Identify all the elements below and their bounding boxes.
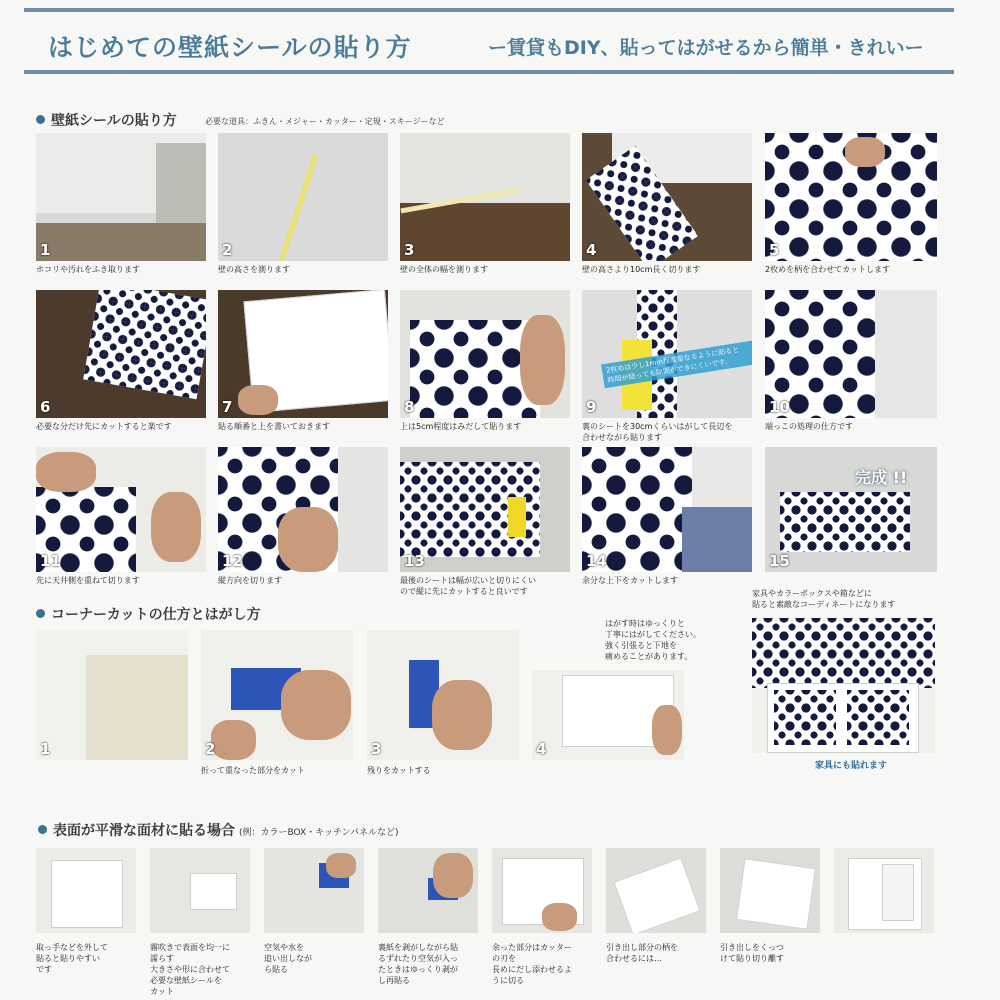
peel-note: はがす時はゆっくりと 丁寧にはがしてください。 強く引張ると下地を 痛めることがあります。 (605, 619, 701, 661)
step-caption: 余分な上下をカットします (582, 576, 678, 585)
step-caption: 壁の高さより10cm長く切ります (582, 265, 701, 274)
surface-photo-8 (834, 848, 934, 933)
header-bottom-rule (24, 70, 954, 74)
tools-note: 必要な道具：ふきん・メジャー・カッター・定規・スキージーなど (205, 117, 445, 126)
surface-photo-4 (378, 848, 478, 933)
step-number: 11 (40, 552, 61, 570)
corner-photo-4 (532, 670, 684, 760)
step-photo-8 (400, 290, 570, 418)
section-heading-smooth-surface (38, 820, 398, 840)
surface-photo-1 (36, 848, 136, 933)
step-number: 9 (586, 398, 597, 416)
surface-photo-3 (264, 848, 364, 933)
step-caption: 折って重なった部分をカット (201, 766, 305, 775)
step-caption: 取っ手などを外して 貼ると貼りやすい です (36, 943, 108, 974)
step-photo-4 (582, 133, 752, 261)
section-heading-corner (36, 604, 261, 624)
step-number: 8 (404, 398, 415, 416)
surface-photo-7 (720, 848, 820, 933)
section-heading-text: 壁紙シールの貼り方 (51, 113, 177, 129)
section-note: (例：カラーBOX・キッチンパネルなど) (239, 828, 399, 838)
step-number: 2 (205, 740, 216, 758)
step-photo-2 (218, 133, 388, 261)
step-caption: 必要な分だけ先にカットすると楽です (36, 422, 172, 431)
step-number: 3 (404, 241, 415, 259)
step-number: 13 (404, 552, 425, 570)
section-heading-application (36, 110, 177, 130)
step-photo-10 (765, 290, 937, 418)
step-number: 14 (586, 552, 607, 570)
step-caption: 縦方向を切ります (218, 576, 282, 585)
tip-overlay: 2枚めは少し1mm程度重なるように貼ると 時間が経っても隙間ができにくいです。 (601, 340, 752, 388)
step-caption: 壁の高さを測ります (218, 265, 290, 274)
complete-label: 完成 !! (855, 468, 908, 487)
step-caption: 空気や水を 追い出しなが ら貼る (264, 943, 312, 974)
step-photo-3 (400, 133, 570, 261)
surface-photo-5 (492, 848, 592, 933)
step-number: 4 (536, 740, 547, 758)
bullet-icon (38, 825, 47, 834)
step-caption: ホコリや汚れをふき取ります (36, 265, 140, 274)
bullet-icon (36, 115, 45, 124)
step-caption: 壁の全体の幅を測ります (400, 265, 488, 274)
step-photo-14 (582, 447, 752, 572)
furniture-caption: 家具にも貼れます (815, 761, 888, 771)
page-title: はじめての壁紙シールの貼り方 (48, 33, 412, 62)
step-number: 3 (371, 740, 382, 758)
step-number: 5 (769, 241, 780, 259)
step-number: 12 (222, 552, 243, 570)
page-subtitle: ー賃貸もDIY、貼ってはがせるから簡単・きれいー (488, 37, 924, 59)
step-caption: 霧吹きで表面を均一に 濡らす 大きさや形に合わせて 必要な壁紙シールを カット (150, 943, 230, 996)
corner-photo-1 (36, 630, 188, 760)
top-rule (24, 8, 954, 12)
bullet-icon (36, 609, 45, 618)
furniture-photo (752, 618, 935, 753)
corner-photo-3 (367, 630, 519, 760)
step-caption: 最後のシートは幅が広いと切りにくい ので縦に先にカットすると良いです (400, 576, 536, 596)
step-photo-7 (218, 290, 388, 418)
step-photo-9 (582, 290, 752, 418)
step-caption: 先に天井側を重ねて切ります (36, 576, 140, 585)
step-number: 1 (40, 241, 51, 259)
step-caption: 余った部分はカッター の刃を 長めにだし添わせるよ うに切る (492, 943, 572, 985)
step-photo-6 (36, 290, 206, 418)
step-caption: 引き出しをくっつ けて貼り切り離す (720, 943, 784, 963)
step-number: 6 (40, 398, 51, 416)
step-caption: 2枚めを柄を合わせてカットします (765, 265, 891, 274)
step-number: 1 (40, 740, 51, 758)
section-heading-text: コーナーカットの仕方とはがし方 (51, 607, 261, 623)
step-caption: 裏紙を剥がしながら貼 るずれたり空気が入っ たときはゆっくり剥が し再貼る (378, 943, 458, 985)
step-number: 2 (222, 241, 233, 259)
step-caption: 上は5cm程度はみだして貼ります (400, 422, 522, 431)
surface-photo-6 (606, 848, 706, 933)
step-photo-13 (400, 447, 570, 572)
furniture-note: 家具やカラーボックスや箱などに 貼ると素敵なコーディネートになります (752, 589, 896, 609)
step-caption: 貼る順番と上を書いておきます (218, 422, 330, 431)
step-photo-11 (36, 447, 206, 572)
step-number: 10 (769, 398, 790, 416)
step-number: 7 (222, 398, 233, 416)
step-caption: 残りをカットする (367, 766, 431, 775)
step-photo-12 (218, 447, 388, 572)
step-caption: 端っこの処理の仕方です (765, 422, 853, 431)
step-caption: 裏のシートを30cmくらいはがして長辺を 合わせながら貼ります (582, 422, 733, 442)
surface-photo-2 (150, 848, 250, 933)
step-number: 4 (586, 241, 597, 259)
step-photo-15 (765, 447, 937, 572)
section-heading-text: 表面が平滑な面材に貼る場合 (53, 823, 235, 839)
step-photo-1 (36, 133, 206, 261)
step-caption: 引き出し部分の柄を 合わせるには… (606, 943, 678, 963)
corner-photo-2 (201, 630, 353, 760)
step-photo-5 (765, 133, 937, 261)
step-number: 15 (769, 552, 790, 570)
